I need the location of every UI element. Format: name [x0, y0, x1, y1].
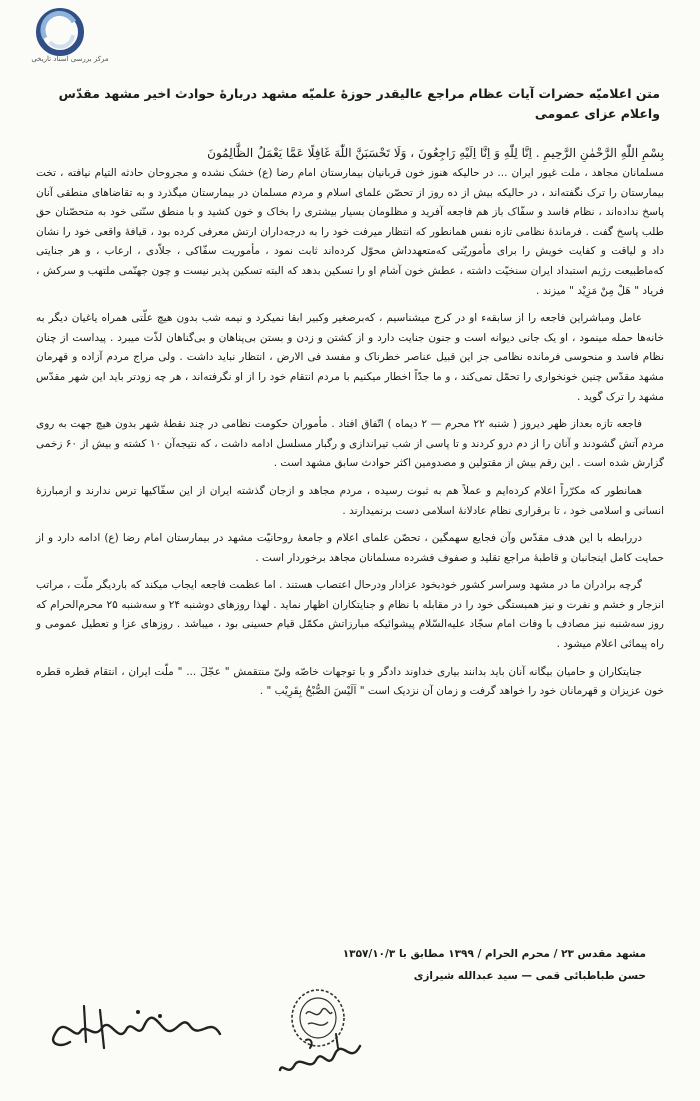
paragraph-5: دررابطه با این هدف مقدّس وآن فجایع سهمگین ، تحصّن علمای اعلام و جامعهٔ روحانیّت مشهد در بیمارستان امام رضا (ع) ادامه دارد و از حمایت کامل اینجانبان و قاطبهٔ مراجع تقلید و صفوف فشرده مسلمانان مجاهد برخوردار است . — [36, 532, 664, 564]
paragraph-6: گرچه برادران ما در مشهد وسراسر کشور خودبخود عزادار ودرحال اعتصاب هستند . اما عظمت فاجعه ایجاب میکند که باردیگر ملّت ، مراتب انزجار و خشم و نفرت و نیز همبستگی خود را در مقابله با نظام و جنایتکاران اظهار نماید . لهذا روزهای دوشنبه ۲۴ و سه‌شنبه ۲۵ محرم‌الحرام که روز سه‌شنبه نیز مصادف با وفات امام سجّاد علیه‌السّلام پیشوائیکه مبارزاتش مکمّل قیام حسینی بود ، میباشد . روزهای عزا و تعطیل عمومی و راه پیمائی اعلام میشود . — [36, 579, 665, 651]
paragraph-7: جنایتکاران و حامیان بیگانه آنان باید بدانند بیاری خداوند دادگر و با توجهات خاصّه ولیّ منتقمش " عجّلَ ... " ملّت ایران ، انتقام قطره قطره خون عزیزان و قهرمانان خود را خواهد گرفت و زمان آن نزدیک است " اَلَیْسَ الصُّبْحُ بِقَرِیْب " . — [36, 665, 664, 698]
document-body — [36, 84, 664, 706]
signature-right — [276, 1026, 366, 1086]
paragraph-4: همانطور که مکرّراً اعلام کرده‌ایم و عملاً هم به ثبوت رسیده ، مردم مجاهد و ازجان گذشته ایران از این سفّاکیها ترس ندارند و ازمبارزهٔ انسانی و اسلامی خود ، تا برقراری نظام عادلانهٔ اسلامی دست برنمیدارند . — [36, 484, 664, 517]
signatories-line: حسن طباطبائی قمی — سید عبدالله شیرازی — [413, 970, 646, 982]
basmala-line: بِسْمِ اللّٰهِ الرَّحْمٰنِ الرَّحِیمِ . اِنَّا لِلّٰهِ وَ اِنَّا اِلَیْهِ رَاجِعُونَ ، وَلَا تَحْسَبَنَّ اللّٰهَ غَافِلًا عَمَّا یَعْمَلُ الظَّالِمُونَ — [207, 146, 664, 160]
archive-logo-icon — [36, 8, 84, 56]
paragraph-1: مسلمانان مجاهد ، ملت غیور ایران ... در حالیکه هنوز خون قربانیان بیمارستان امام رضا (ع) خشک نشده و مجروحان حادثه التیام نیافته ، تخت بیمارستان را ترک نگفته‌اند ، در حالیکه بیش از ده روز از تحصّن علمای اسلام و مردم مسلمان در بیمارستان میگذرد و به تقاضاهای منطقی آنان پاسخ نداده‌اند ، نظام فاسد و سفّاک باز هم فاجعه آفرید و مظلومان بسیار بیشتری را بخاک و خون کشید و با منطق سنّتی خود به متحصّنان حق طلب پاسخ گفت . فرماندهٔ نظامی تازه نفس همانطور که انتظار میرفت خود را به درجه‌داران ارتش معرفی کرده بود ، قیافهٔ واقعی خود را نشان داد و لیاقت و کفایت خویش را برای مأموریّتی که‌متعهدداش محوّل کرده‌اند ثابت نمود ، مأموریت سفّاکی ، جلاّدی ، ارعاب ، و هر جنایتی که‌ماطبیعت رژیم استبداد ایران سنخیّت داشته ، عطش خون آشام او را تسکین بدهد که البته تسکین پذیر نیست و چون جهنّمی ملتهب و سرکش ، فریاد " هَلْ مِنْ مَزِیْد " میزند . — [36, 167, 664, 297]
signature-area — [40, 986, 660, 1086]
document-title: متن اعلامیّه حضرات آیات عظام مراجع عالیقدر حوزهٔ علمیّه مشهد دربارهٔ حوادث اخیر مشهد مقدّس واعلام عزای عمومی — [58, 86, 660, 121]
archive-logo — [10, 8, 160, 68]
document-footer — [343, 944, 646, 986]
archive-logo-text: مرکز بررسی اسناد تاریخی — [31, 55, 109, 63]
signature-left — [40, 996, 230, 1056]
date-line: مشهد مقدس ۲۳ / محرم الحرام / ۱۳۹۹ مطابق با ۱۳۵۷/۱۰/۳ — [342, 948, 646, 960]
paragraph-3: فاجعه تازه بعداز ظهر دیروز ( شنبه ۲۲ محرم — ۲ دیماه ) اتّفاق افتاد . مأموران حکومت نظامی در چند نقطهٔ شهر بدون هیچ جهت به روی مردم آتش گشودند و آنان را از دم درو کردند و تا پاسی از شب تیراندازی و رگبار مسلسل ادامه داشت ، که نتیجه‌آن ۱۰ کشته و بیش از ۶۰ زخمی گزارش شده است . این رقم بیش از مقتولین و مصدومین اکثر حوادث سابق مشهد است . — [36, 418, 664, 470]
paragraph-2: عامل ومباشراین فاجعه را از سابقه‌ء او در کرج میشناسیم ، که‌برصغیر وکبیر ابقا نمیکرد و نیمه شب بدون هیچ علّتی همراه یاغیان دیگر به خانه‌ها حمله مینمود ، او یک جانی دیوانه است و جنون جنایت دارد و از کشتن و زدن و بستن بی‌پناهان و بی‌گناهان لذّت میبرد . پیداست از چنان نظام فاسد و منحوسی فرمانده نظامی جز این قبیل عناصر خطرناک و مفسد فی الارض ، انتظار نباید داشت . ولی مراج مردم آزاده و قهرمان مشهد مقدّس چنین خونخواری را تحمّل نمی‌کند ، و ما جدّاً اخطار میکنیم با مردم انتقام خود را از او نگرفته‌اند ، هر چه زودتر باید این شهر مقدّس مشهد را ترک گوید . — [36, 312, 664, 403]
